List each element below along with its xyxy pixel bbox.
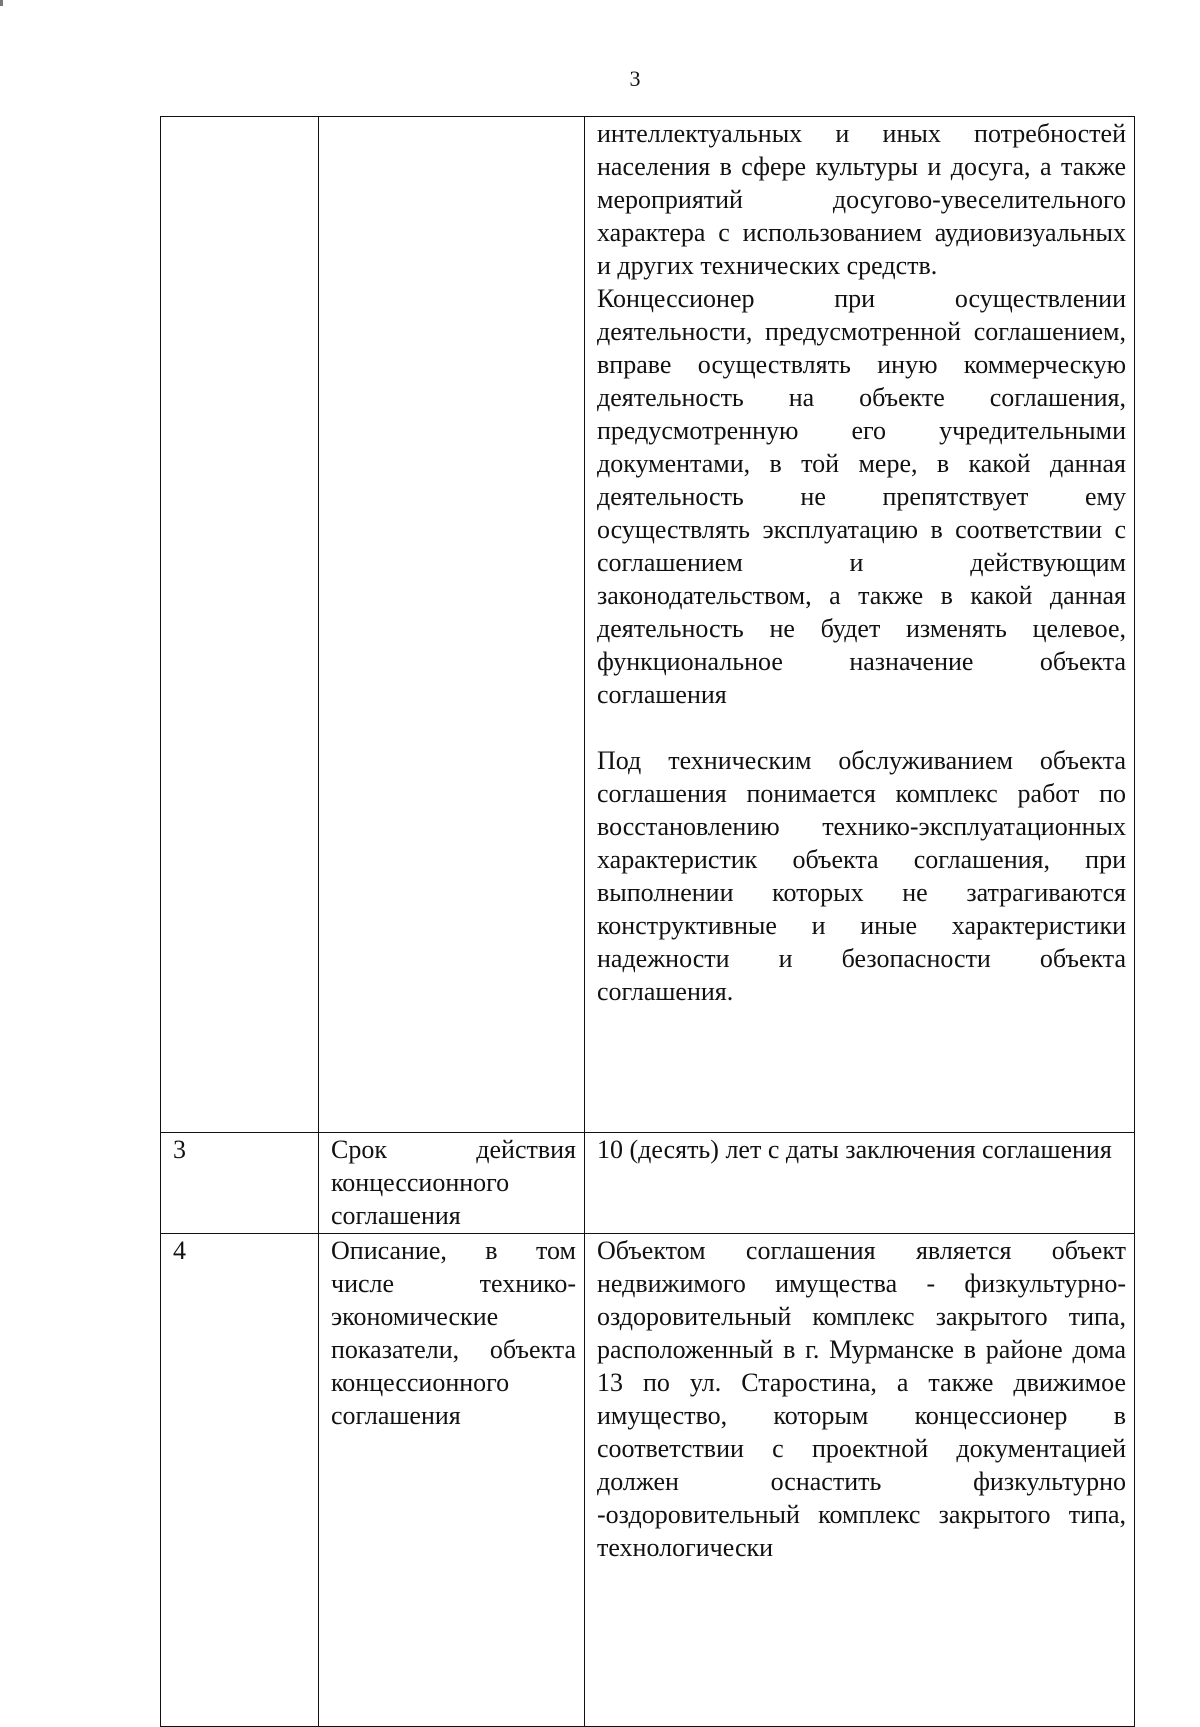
row-number-cell [161,1234,319,1727]
row-number-cell [161,117,319,1133]
description-paragraph: 10 (десять) лет с даты заключения соглашения [597,1135,1112,1164]
row-description-cell [585,1133,1135,1234]
description-paragraph: Под техническим обслуживанием объекта соглашения понимается комплекс работ по восстановлению технико-эксплуатационных характеристик объекта соглашения, при выполнении которых не затрагиваются конструктивные и иные характеристики надежности и безопасности объекта соглашения. [597,746,1126,1006]
row-number-cell [161,1133,319,1234]
table-row [161,1133,1135,1234]
page-number: 3 [629,66,641,91]
scan-edge-mark [0,0,3,6]
row-name-cell [319,1234,585,1727]
concession-table [160,116,1135,1727]
row-name-cell [319,1133,585,1234]
row-number: 3 [173,1135,186,1164]
description-paragraph: Концессионер при осуществлении деятельности, предусмотренной соглашением, вправе осуществлять иную коммерческую деятельность на объекте соглашения, предусмотренную его учредительными документами, в той мере, в какой данная деятельность не препятствует ему осуществлять эксплуатацию в соответствии с соглашением и действующим законодательством, а также в какой данная деятельность не будет изменять целевое, функциональное назначение объекта соглашения [597,284,1126,709]
row-description-cell [585,1234,1135,1727]
row-number: 4 [173,1236,186,1265]
row-description-cell [585,117,1135,1133]
row-name-cell [319,117,585,1133]
table-row [161,117,1135,1133]
table-row [161,1234,1135,1727]
description-paragraph: Объектом соглашения является объект недвижимого имущества - физкультурно-оздоровительный комплекс закрытого типа, расположенный в г. Мурманске в районе дома 13 по ул. Старостина, а также движимое имущество, которым концессионер в соответствии с проектной документацией должен оснастить физкультурно -оздоровительный комплекс закрытого типа, технологически [597,1236,1126,1562]
row-name: Срок действия концессионного соглашения [331,1135,576,1230]
description-paragraph: интеллектуальных и иных потребностей населения в сфере культуры и досуга, а также мероприятий досугово-увеселительного характера с использованием аудиовизуальных и других технических средств. [597,119,1126,280]
row-name: Описание, в том числе технико-экономические показатели, объекта концессионного соглашения [331,1236,576,1430]
